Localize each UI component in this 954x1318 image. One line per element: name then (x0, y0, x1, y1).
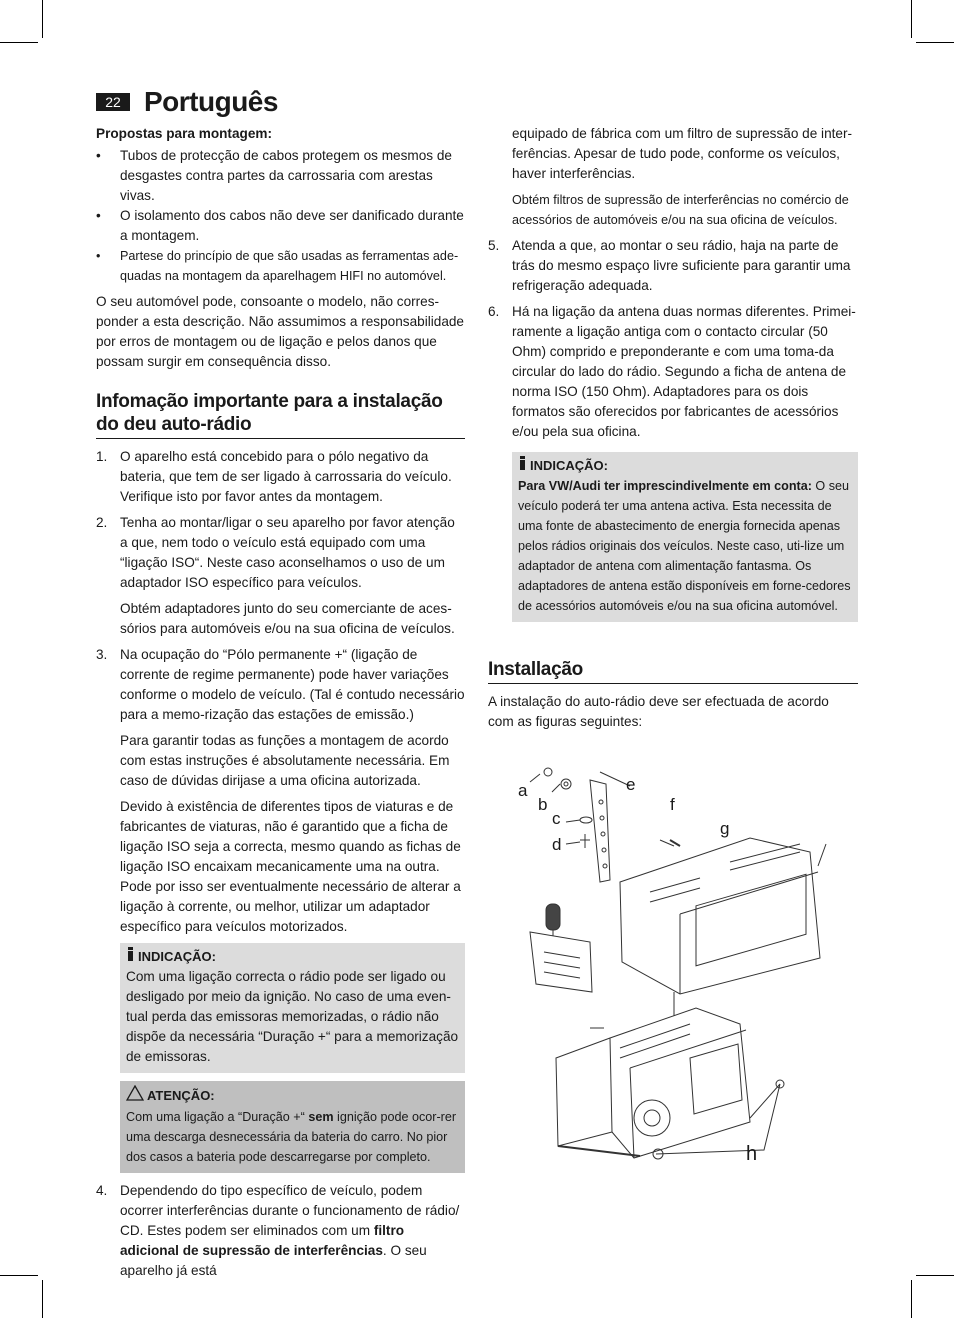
list-number: 4. (96, 1183, 108, 1198)
note-text: Com uma ligação correcta o rádio pode ser ligado ou desligado por meio da ignição. No caso de uma even-tual perda das emissoras memorizadas, o rádio não dispõe da necessária “Duração +“ para a memorização de emissoras. (126, 969, 459, 1064)
left-column (96, 124, 465, 1287)
bullet-item: • O isolamento dos cabos não deve ser danificado durante a montagem. (96, 206, 465, 246)
label-b: b (538, 795, 548, 814)
note-text-bold: Para VW/Audi ter imprescindivelmente em conta: (518, 479, 812, 493)
label-e: e (626, 775, 636, 794)
warning-title-text: ATENÇÃO: (147, 1088, 215, 1103)
list-item (488, 236, 858, 296)
list-text: Dependendo do tipo específico de veículo, podem ocorrer interferências durante o funcionamento de rádio/ CD. Estes podem ser eliminados com um (120, 1183, 460, 1238)
note-text-body: O seu veículo poderá ter uma antena activa. Esta necessita de uma fonte de abastecimento de energia fornecida apenas pelos rádios originais dos veículos. Neste caso, uti-lize um adaptador de antena com alimentação fantasma. Os adaptadores de antena estão disponíveis em forne-cedores de acessórios automóveis e/ou na sua oficina automóvel. (518, 479, 851, 613)
info-icon (518, 456, 527, 476)
page-header (96, 86, 278, 118)
list-item (96, 1181, 465, 1281)
note-title (126, 947, 459, 967)
install-text: A instalação do auto-rádio deve ser efectuada de acordo com as figuras seguintes: (488, 694, 829, 729)
crop-mark (0, 42, 38, 43)
warning-text-post: ignição pode ocor-rer uma descarga desnecessária da bateria do carro. No pior dos casos a bateria pode descarregarse por completo. (126, 1110, 457, 1164)
list-number: 3. (96, 647, 108, 662)
warning-text-bold: sem (308, 1110, 334, 1124)
crop-mark (0, 1275, 38, 1276)
proposals-title: Propostas para montagem: (96, 126, 273, 141)
list-text-bold: filtro adicional de supressão de interferências (120, 1223, 405, 1258)
label-g: g (720, 819, 730, 838)
radio-top-view (620, 838, 820, 994)
crop-mark (42, 1280, 43, 1318)
warning-box (120, 1081, 465, 1173)
bullet-item: • Partese do princípio de que são usadas as ferramentas ade-quadas na montagem da aparelhagem HIFI no automóvel. (96, 246, 465, 286)
list-number: 1. (96, 449, 108, 464)
crop-mark (916, 42, 954, 43)
page-number: 22 (96, 93, 130, 111)
label-c: c (552, 809, 561, 828)
list-number: 2. (96, 515, 108, 530)
page-title: Português (144, 86, 278, 117)
note-box (512, 452, 858, 622)
section-title-install: Installação (488, 658, 858, 684)
list-text: . O seu aparelho já está (120, 1243, 427, 1278)
note-title-text: INDICAÇÃO: (530, 458, 608, 473)
section-title-info: Infomação importante para a instalação do deu auto-rádio (96, 390, 465, 439)
label-f: f (670, 795, 675, 814)
list-number: 6. (488, 304, 500, 319)
list-text: Na ocupação do “Pólo permanente +“ (ligação de corrente de regime permanente) pode haver variações conforme o modelo de veículo. (Tal é contudo necessário para a memo-rização das estações de emissão.) (120, 647, 465, 722)
note-text (518, 476, 852, 616)
crop-mark (916, 1275, 954, 1276)
list-extra: Obtém filtros de supressão de interferências no comércio de acessórios de automóveis e/ou na sua oficina de veículos. (512, 193, 849, 227)
list-item (96, 513, 465, 593)
list-continuation: equipado de fábrica com um filtro de supressão de inter-ferências. Apesar de tudo pode, conforme os veículos, haver interferências. (512, 126, 853, 181)
note-title (518, 456, 852, 476)
crop-mark (911, 1280, 912, 1318)
list-number: 5. (488, 238, 500, 253)
warning-title (126, 1085, 459, 1107)
list-item (96, 645, 465, 725)
list-item (96, 447, 465, 507)
installation-figure (500, 762, 870, 1182)
note-title-text: INDICAÇÃO: (138, 949, 216, 964)
label-d: d (552, 835, 562, 854)
radio-front-view (556, 1008, 784, 1159)
label-h: h (746, 1143, 758, 1165)
info-icon (126, 947, 135, 967)
crop-mark (42, 0, 43, 38)
right-column (488, 124, 858, 738)
mounting-bracket (590, 780, 610, 882)
list-text: Atenda a que, ao montar o seu rádio, haja na parte de trás do mesmo espaço livre suficiente para garantir uma refrigeração adequada. (512, 238, 851, 293)
list-text: Tenha ao montar/ligar o seu aparelho por favor atenção a que, nem todo o veículo está equipado com uma “ligação ISO“. Neste caso aconselhamos o uso de um adaptador ISO específico para veículos. (120, 515, 455, 590)
list-extra: Para garantir todas as funções a montagem de acordo com estas instruções é absolutamente necessária. Em caso de dúvidas dirijase a uma oficina autorizada. (120, 733, 450, 788)
screwdriver-detail (530, 904, 592, 992)
note-box (120, 943, 465, 1073)
list-text: O aparelho está concebido para o pólo negativo da bateria, que tem de ser ligado à carrossaria do veículo. Verifique isto por favor antes da montagem. (120, 449, 452, 504)
installation-diagram (500, 762, 870, 1182)
warning-icon (126, 1085, 144, 1107)
list-item (488, 302, 858, 442)
list-text: Há na ligação da antena duas normas diferentes. Primei-ramente a ligação antiga com o contacto circular (50 Ohm) comprido e preponderante e com uma toma-da circular do lado do rádio. Segundo a ficha de antena de norma ISO (150 Ohm). Adaptadores para os dois formatos são oferecidos por fabricantes de acessórios e/ou pela sua oficina. (512, 304, 856, 439)
crop-mark (911, 0, 912, 38)
warning-text (126, 1107, 459, 1167)
list-extra: Obtém adaptadores junto do seu comerciante de aces-sórios para automóveis e/ou na sua oficina de veículos. (120, 601, 455, 636)
label-a: a (518, 781, 528, 800)
list-extra: Devido à existência de diferentes tipos de viaturas e de fabricantes de viaturas, não é garantido que a ficha de ligação ISO seja a correcta, mesmo quando as fichas de ligação ISO encaixam mecanicamente uma na outra. Pode por isso ser eventualmente necessário de alterar a ligação à corrente, ou melhor, utilizar um adaptador específico para veículos motorizados. (120, 799, 461, 934)
warning-text-pre: Com uma ligação a “Duração +“ (126, 1110, 309, 1124)
disclaimer-text: O seu automóvel pode, consoante o modelo, não corres-ponder a esta descrição. Não assumimos a responsabilidade por erros de montagem ou de ligação e pelos danos que possam surgir em consequência disso. (96, 294, 464, 369)
bullet-item: • Tubos de protecção de cabos protegem os mesmos de desgastes contra partes da carrossaria com arestas vivas. (96, 146, 465, 206)
